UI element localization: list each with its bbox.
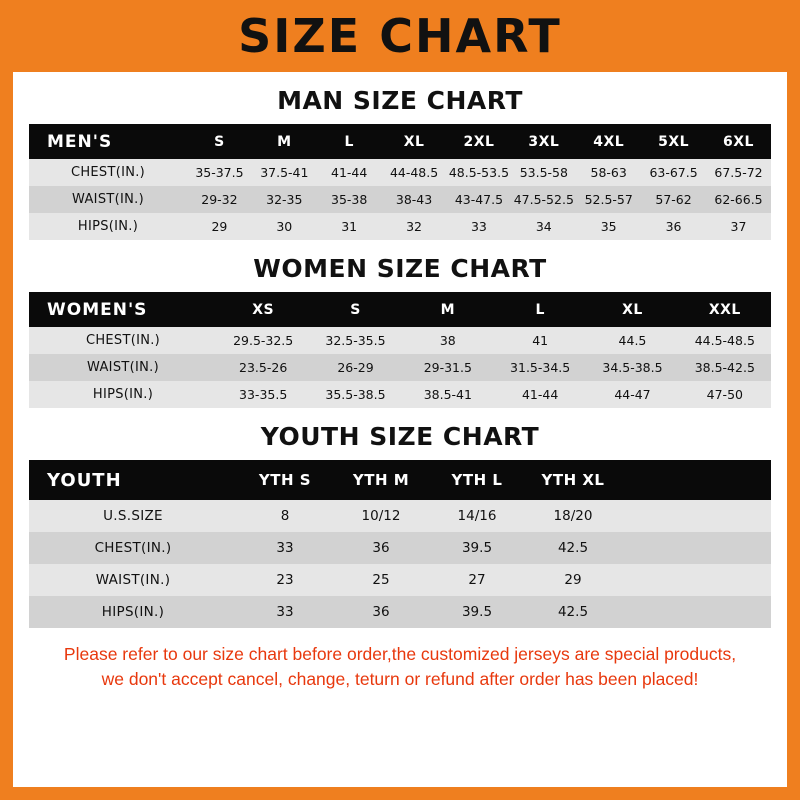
youth-chest-m: 36 — [333, 532, 429, 564]
women-row-header: WOMEN'S — [29, 292, 217, 327]
women-waist-l: 31.5-34.5 — [494, 354, 586, 381]
men-section-title: MAN SIZE CHART — [277, 86, 523, 115]
men-chest-3xl: 53.5-58 — [511, 159, 576, 186]
youth-row-header: YOUTH — [29, 460, 237, 500]
youth-ussize-l: 14/16 — [429, 500, 525, 532]
page-title: SIZE CHART — [238, 9, 562, 63]
youth-waist-xl: 29 — [525, 564, 621, 596]
youth-table-header — [29, 460, 771, 500]
men-hips-label: HIPS(IN.) — [29, 213, 187, 240]
men-hips-3xl: 34 — [511, 213, 576, 240]
men-chest-2xl: 48.5-53.5 — [447, 159, 512, 186]
women-chest-xs: 29.5-32.5 — [217, 327, 309, 354]
header-bar — [0, 0, 800, 72]
youth-size-table — [29, 460, 771, 628]
women-size-table — [29, 292, 771, 408]
table-row — [29, 159, 771, 186]
women-hips-l: 41-44 — [494, 381, 586, 408]
women-hips-s: 35.5-38.5 — [309, 381, 401, 408]
women-section-title: WOMEN SIZE CHART — [253, 254, 547, 283]
men-waist-4xl: 52.5-57 — [576, 186, 641, 213]
youth-ussize-s: 8 — [237, 500, 333, 532]
youth-col-m: YTH M — [333, 460, 429, 500]
men-chest-s: 35-37.5 — [187, 159, 252, 186]
women-hips-xs: 33-35.5 — [217, 381, 309, 408]
men-waist-label: WAIST(IN.) — [29, 186, 187, 213]
men-waist-m: 32-35 — [252, 186, 317, 213]
youth-chest-s: 33 — [237, 532, 333, 564]
men-table-header — [29, 124, 771, 159]
women-table-header — [29, 292, 771, 327]
men-waist-2xl: 43-47.5 — [447, 186, 512, 213]
footer-note — [29, 642, 771, 693]
youth-waist-label: WAIST(IN.) — [29, 564, 237, 596]
men-waist-5xl: 57-62 — [641, 186, 706, 213]
men-chest-l: 41-44 — [317, 159, 382, 186]
men-col-4xl: 4XL — [576, 124, 641, 159]
women-chest-xxl: 44.5-48.5 — [679, 327, 771, 354]
youth-chest-l: 39.5 — [429, 532, 525, 564]
table-row — [29, 532, 771, 564]
women-hips-m: 38.5-41 — [402, 381, 494, 408]
women-waist-m: 29-31.5 — [402, 354, 494, 381]
footer-note-line1: Please refer to our size chart before order,the customized jerseys are special products, — [63, 644, 737, 664]
youth-chest-label: CHEST(IN.) — [29, 532, 237, 564]
men-table-body — [29, 159, 771, 240]
men-waist-xl: 38-43 — [382, 186, 447, 213]
youth-hips-m: 36 — [333, 596, 429, 628]
women-col-s: S — [309, 292, 401, 327]
women-table-body — [29, 327, 771, 408]
youth-row-spacer — [621, 596, 771, 628]
women-hips-label: HIPS(IN.) — [29, 381, 217, 408]
women-chest-s: 32.5-35.5 — [309, 327, 401, 354]
men-hips-m: 30 — [252, 213, 317, 240]
men-chest-label: CHEST(IN.) — [29, 159, 187, 186]
men-hips-xl: 32 — [382, 213, 447, 240]
youth-table-body — [29, 500, 771, 628]
youth-hips-xl: 42.5 — [525, 596, 621, 628]
table-row — [29, 213, 771, 240]
women-chest-l: 41 — [494, 327, 586, 354]
men-col-3xl: 3XL — [511, 124, 576, 159]
bottom-accent-bar — [0, 787, 800, 800]
women-waist-xs: 23.5-26 — [217, 354, 309, 381]
youth-col-xl: YTH XL — [525, 460, 621, 500]
men-col-6xl: 6XL — [706, 124, 771, 159]
women-hips-xl: 44-47 — [586, 381, 678, 408]
women-waist-xl: 34.5-38.5 — [586, 354, 678, 381]
women-chest-label: CHEST(IN.) — [29, 327, 217, 354]
women-col-xxl: XXL — [679, 292, 771, 327]
youth-col-s: YTH S — [237, 460, 333, 500]
youth-row-spacer — [621, 532, 771, 564]
men-hips-5xl: 36 — [641, 213, 706, 240]
women-chest-xl: 44.5 — [586, 327, 678, 354]
men-hips-l: 31 — [317, 213, 382, 240]
women-col-l: L — [494, 292, 586, 327]
youth-ussize-xl: 18/20 — [525, 500, 621, 532]
men-col-xl: XL — [382, 124, 447, 159]
women-hips-xxl: 47-50 — [679, 381, 771, 408]
youth-hips-l: 39.5 — [429, 596, 525, 628]
men-waist-3xl: 47.5-52.5 — [511, 186, 576, 213]
women-waist-xxl: 38.5-42.5 — [679, 354, 771, 381]
women-col-m: M — [402, 292, 494, 327]
footer-note-line2: we don't accept cancel, change, teturn or refund after order has been placed! — [101, 669, 699, 690]
youth-col-l: YTH L — [429, 460, 525, 500]
youth-hips-s: 33 — [237, 596, 333, 628]
men-col-s: S — [187, 124, 252, 159]
table-row — [29, 186, 771, 213]
women-waist-s: 26-29 — [309, 354, 401, 381]
men-waist-l: 35-38 — [317, 186, 382, 213]
table-row — [29, 327, 771, 354]
table-row — [29, 564, 771, 596]
men-size-table — [29, 124, 771, 240]
women-col-xl: XL — [586, 292, 678, 327]
table-header-row — [29, 460, 771, 500]
men-row-header: MEN'S — [29, 124, 187, 159]
men-hips-s: 29 — [187, 213, 252, 240]
youth-waist-m: 25 — [333, 564, 429, 596]
youth-section-title: YOUTH SIZE CHART — [260, 422, 540, 451]
men-chest-m: 37.5-41 — [252, 159, 317, 186]
men-waist-s: 29-32 — [187, 186, 252, 213]
youth-waist-s: 23 — [237, 564, 333, 596]
men-hips-4xl: 35 — [576, 213, 641, 240]
table-row — [29, 500, 771, 532]
men-col-2xl: 2XL — [447, 124, 512, 159]
men-chest-4xl: 58-63 — [576, 159, 641, 186]
table-row — [29, 596, 771, 628]
men-col-m: M — [252, 124, 317, 159]
youth-row-spacer — [621, 564, 771, 596]
table-row — [29, 354, 771, 381]
youth-ussize-m: 10/12 — [333, 500, 429, 532]
men-col-5xl: 5XL — [641, 124, 706, 159]
men-hips-2xl: 33 — [447, 213, 512, 240]
youth-hips-label: HIPS(IN.) — [29, 596, 237, 628]
table-header-row — [29, 292, 771, 327]
youth-col-spacer — [621, 460, 771, 500]
men-hips-6xl: 37 — [706, 213, 771, 240]
content-area — [13, 86, 787, 693]
men-chest-5xl: 63-67.5 — [641, 159, 706, 186]
women-col-xs: XS — [217, 292, 309, 327]
table-row — [29, 381, 771, 408]
youth-row-spacer — [621, 500, 771, 532]
men-waist-6xl: 62-66.5 — [706, 186, 771, 213]
women-waist-label: WAIST(IN.) — [29, 354, 217, 381]
table-header-row — [29, 124, 771, 159]
women-chest-m: 38 — [402, 327, 494, 354]
men-chest-xl: 44-48.5 — [382, 159, 447, 186]
youth-ussize-label: U.S.SIZE — [29, 500, 237, 532]
men-chest-6xl: 67.5-72 — [706, 159, 771, 186]
youth-chest-xl: 42.5 — [525, 532, 621, 564]
youth-waist-l: 27 — [429, 564, 525, 596]
men-col-l: L — [317, 124, 382, 159]
